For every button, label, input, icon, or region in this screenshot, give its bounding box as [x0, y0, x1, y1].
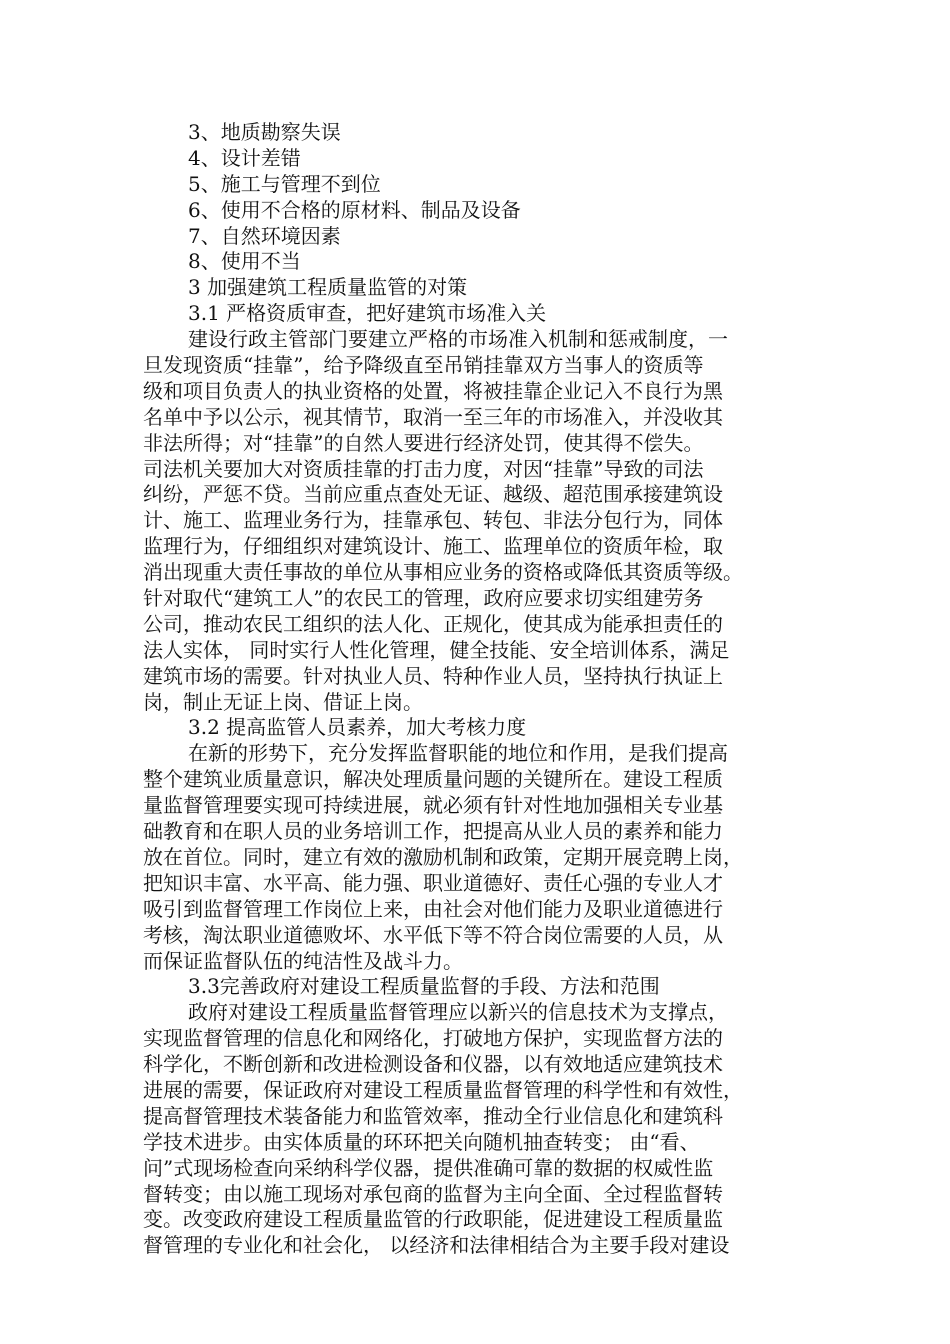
paragraph-line: 监理行为，仔细组织对建筑设计、施工、监理单位的资质年检，取 — [143, 534, 723, 559]
paragraph-line: 公司，推动农民工组织的法人化、正规化，使其成为能承担责任的 — [143, 611, 723, 636]
list-item: 7、自然环境因素 — [188, 223, 341, 248]
paragraph-line: 问”式现场检查向采纳科学仪器，提供准确可靠的数据的权威性监 — [143, 1155, 714, 1180]
paragraph-line: 量监督管理要实现可持续进展，就必须有针对性地加强相关专业基 — [143, 793, 723, 818]
paragraph-line: 考核，淘汰职业道德败坏、水平低下等不符合岗位需要的人员，从 — [143, 922, 723, 947]
paragraph-line: 放在首位。同时，建立有效的激励机制和政策，定期开展竞聘上岗， — [143, 844, 743, 869]
paragraph-line: 计、施工、监理业务行为，挂靠承包、转包、非法分包行为，同体 — [143, 508, 723, 533]
paragraph-line: 督转变；由以施工现场对承包商的监督为主向全面、全过程监督转 — [143, 1181, 723, 1206]
paragraph-line: 非法所得；对“挂靠”的自然人要进行经济处罚，使其得不偿失。 — [143, 430, 704, 455]
list-item: 8、使用不当 — [188, 249, 301, 274]
paragraph-line: 进展的需要，保证政府对建设工程质量监督管理的科学性和有效性， — [143, 1077, 743, 1102]
paragraph-line: 司法机关要加大对资质挂靠的打击力度，对因“挂靠”导致的司法 — [143, 456, 704, 481]
list-item: 4、设计差错 — [188, 145, 301, 170]
paragraph-line: 变。改变政府建设工程质量监管的行政职能，促进建设工程质量监 — [143, 1207, 723, 1232]
paragraph-line: 科学化，不断创新和改进检测设备和仪器，以有效地适应建筑技术 — [143, 1052, 723, 1077]
paragraph-line: 而保证监督队伍的纯洁性及战斗力。 — [143, 948, 463, 973]
paragraph-line: 建设行政主管部门要建立严格的市场准入机制和惩戒制度，一 — [188, 327, 728, 352]
paragraph-line: 提高督管理技术装备能力和监管效率，推动全行业信息化和建筑科 — [143, 1103, 723, 1128]
paragraph-line: 实现监督管理的信息化和网络化，打破地方保护，实现监督方法的 — [143, 1026, 723, 1051]
paragraph-line: 针对取代“建筑工人”的农民工的管理，政府应要求切实组建劳务 — [143, 586, 704, 611]
paragraph-line: 岗，制止无证上岗、借证上岗。 — [143, 689, 423, 714]
subsection-heading-3-1: 3.1 严格资质审查，把好建筑市场准入关 — [188, 301, 547, 326]
subsection-heading-3-3: 3.3完善政府对建设工程质量监督的手段、方法和范围 — [188, 974, 660, 999]
paragraph-line: 旦发现资质“挂靠”，给予降级直至吊销挂靠双方当事人的资质等 — [143, 353, 704, 378]
subsection-heading-3-2: 3.2 提高监管人员素养，加大考核力度 — [188, 715, 527, 740]
paragraph-line: 级和项目负责人的执业资格的处置，将被挂靠企业记入不良行为黑 — [143, 378, 723, 403]
paragraph-line: 吸引到监督管理工作岗位上来，由社会对他们能力及职业道德进行 — [143, 896, 723, 921]
paragraph-line: 在新的形势下，充分发挥监督职能的地位和作用，是我们提高 — [188, 741, 728, 766]
paragraph-line: 纠纷，严惩不贷。当前应重点查处无证、越级、超范围承接建筑设 — [143, 482, 723, 507]
paragraph-line: 学技术进步。由实体质量的环环把关向随机抽查转变； 由“看、 — [143, 1129, 700, 1154]
paragraph-line: 名单中予以公示，视其情节，取消一至三年的市场准入，并没收其 — [143, 404, 723, 429]
paragraph-line: 整个建筑业质量意识，解决处理质量问题的关键所在。建设工程质 — [143, 767, 723, 792]
paragraph-line: 把知识丰富、水平高、能力强、职业道德好、责任心强的专业人才 — [143, 870, 723, 895]
section-heading: 3 加强建筑工程质量监管的对策 — [188, 275, 468, 300]
list-item: 5、施工与管理不到位 — [188, 171, 381, 196]
list-item: 3、地质勘察失误 — [188, 120, 341, 144]
paragraph-line: 础教育和在职人员的业务培训工作，把提高从业人员的素养和能力 — [143, 819, 723, 844]
paragraph-line: 消出现重大责任事故的单位从事相应业务的资格或降低其资质等级。 — [143, 560, 743, 585]
paragraph-line: 政府对建设工程质量监督管理应以新兴的信息技术为支撑点， — [188, 1000, 728, 1025]
document-page — [143, 120, 806, 1259]
paragraph-line: 法人实体， 同时实行人性化管理，健全技能、安全培训体系，满足 — [143, 637, 730, 662]
paragraph-line: 建筑市场的需要。针对执业人员、特种作业人员，坚持执行执证上 — [143, 663, 723, 688]
list-item: 6、使用不合格的原材料、制品及设备 — [188, 197, 521, 222]
paragraph-line: 督管理的专业化和社会化， 以经济和法律相结合为主要手段对建设 — [143, 1233, 730, 1258]
